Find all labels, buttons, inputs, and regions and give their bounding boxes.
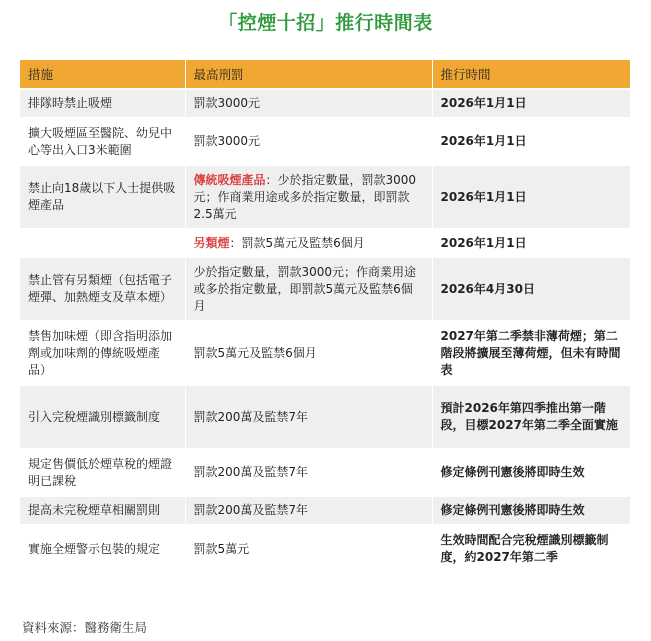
column-header-measure: 措施 [20,60,185,89]
page-title: 「控煙十招」推行時間表 [218,12,433,34]
penalty-text: 罰款3000元 [193,96,261,110]
table-row [20,89,630,118]
measure-cell: 排隊時禁止吸煙 [20,89,185,118]
penalty-text: ：罰款5萬元及監禁6個月 [229,235,365,250]
table-header-row [20,60,630,89]
measure-cell: 規定售價低於煙草稅的煙證明已課稅 [20,449,185,496]
measure-cell: 實施全煙警示包裝的規定 [20,525,185,572]
measure-cell: 擴大吸煙區至醫院、幼兒中心等出入口3米範圍 [20,118,185,165]
time-cell: 生效時間配合完稅煙識別標籤制度，約2027年第二季 [432,525,630,572]
time-cell: 2026年1月1日 [432,229,630,257]
time-cell: 修定條例刊憲後將即時生效 [432,449,630,496]
penalty-cell [185,496,432,525]
time-cell: 修定條例刊憲後將即時生效 [432,496,630,525]
column-header-time: 推行時間 [432,60,630,89]
table-row [20,496,630,525]
penalty-cell [185,449,432,496]
table-row [20,525,630,572]
time-cell: 2026年1月1日 [432,118,630,165]
table-row [20,118,630,165]
measure-cell: 提高未完稅煙草相關罰則 [20,496,185,525]
penalty-text: ：少於指定數量，罰款3000元；作商業用途或多於指定數量，即罰款2.5萬元 [193,172,417,221]
measure-cell: 引入完稅煙識別標籤制度 [20,385,185,449]
penalty-text: 罰款5萬元 [193,541,250,556]
penalty-cell [185,229,432,257]
time-cell: 2026年1月1日 [432,89,630,118]
penalty-highlight: 另類煙 [193,235,230,250]
penalty-cell [185,118,432,165]
penalty-text: 罰款5萬元及監禁6個月 [193,345,317,360]
time-cell: 2026年4月30日 [432,257,630,321]
table-row [20,385,630,449]
penalty-cell [185,165,432,229]
source-note: 資料來源：醫務衛生局 [22,620,148,635]
table-row [20,257,630,321]
table-row [20,321,630,385]
table-row [20,165,630,229]
column-header-penalty: 最高刑罰 [185,60,432,89]
penalty-cell [185,89,432,118]
penalty-text: 罰款200萬及監禁7年 [193,409,309,424]
measure-cell: 禁售加味煙（即含指明添加劑或加味劑的傳統吸煙產品） [20,321,185,385]
penalty-text: 罰款3000元 [193,134,261,148]
time-cell: 2027年第二季禁非薄荷煙；第二階段將擴展至薄荷煙，但未有時間表 [432,321,630,385]
penalty-cell [185,321,432,385]
schedule-table [20,60,630,572]
measure-cell: 禁止向18歲以下人士提供吸煙產品 [20,165,185,229]
measure-cell: 禁止管有另類煙（包括電子煙彈、加熱煙支及草本煙） [20,257,185,321]
penalty-text: 少於指定數量，罰款3000元；作商業用途或多於指定數量，即罰款5萬元及監禁6個月 [193,264,417,313]
penalty-cell [185,525,432,572]
time-cell: 2026年1月1日 [432,165,630,229]
table-row [20,229,630,257]
measure-cell [20,229,185,257]
penalty-text: 罰款200萬及監禁7年 [193,465,309,479]
penalty-text: 罰款200萬及監禁7年 [193,503,309,517]
table-row [20,449,630,496]
penalty-highlight: 傳統吸煙產品 [193,172,266,187]
time-cell: 預計2026年第四季推出第一階段，目標2027年第二季全面實施 [432,385,630,449]
penalty-cell [185,385,432,449]
penalty-cell [185,257,432,321]
